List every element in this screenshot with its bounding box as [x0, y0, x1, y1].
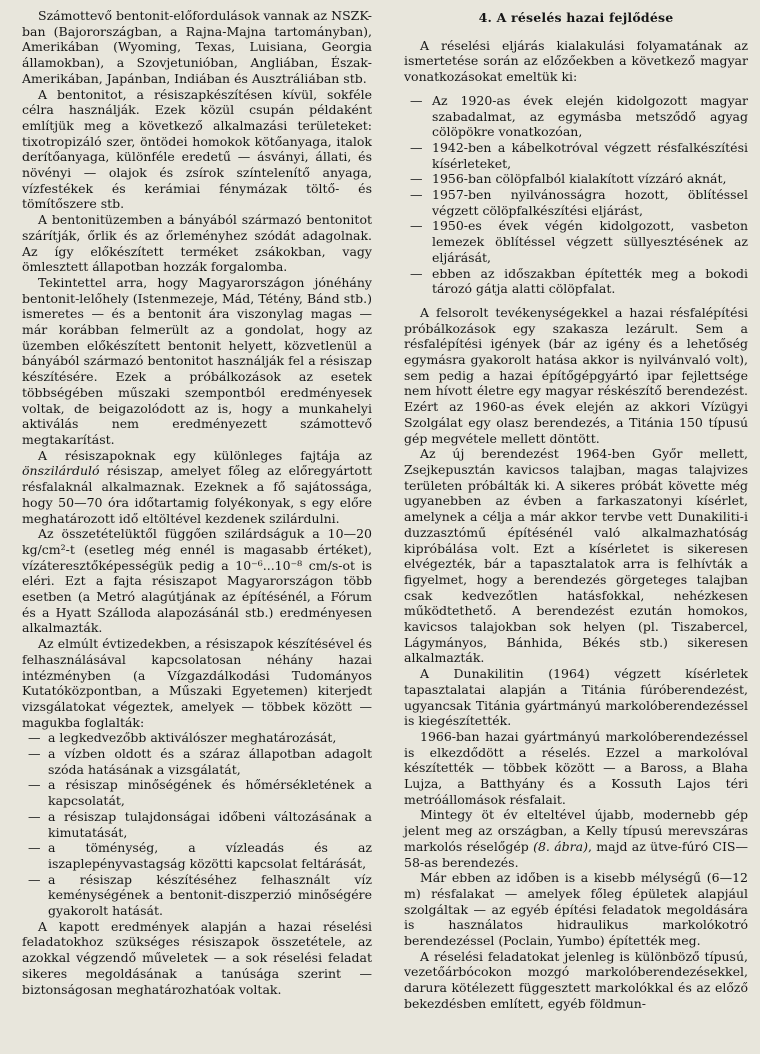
figure-reference: (8. ábra) [533, 838, 588, 854]
list-item: — Az 1920-as évek elején kidolgozott magyar szabadalmat, az egymásba metsződő agyag cölöpökre vonatkozóan, [404, 93, 748, 140]
list-item: — 1950-es évek végén kidolgozott, vasbeton lemezek öblítéssel végzett süllyesztésének az eljárását, [404, 218, 748, 265]
text-span: Mintegy öt év elteltével újabb, modernebb gép jelent meg az országban, a Kelly típusú merevszáras markolós réselőgép [404, 807, 748, 854]
list-item: — a töménység, a vízleadás és az iszaplepényvastagság közötti kapcsolat feltárását, [22, 840, 372, 871]
paragraph: Az új berendezést 1964-ben Győr mellett, Zsejkepusztán kavicsos talajban, magas talajvizes területen próbálták ki. A sikeres próbát követte még ugyanebben az évben a farkaszatonyi kísérlet, amelynek a célja a már akkor tervbe vett Dunakiliti-i duzzasztómű építésénél való alkalmazhatóság kipróbálása volt. Ezt a kísérletet is sikeresen elvégezték, bár a tapasztalatok arra is felhívták a figyelmet, hogy a berendezés görgeteges talajban csak kedvezőtlen hatásfokkal, nehézkesen működtethető. A berendezést ezután homokos, kavicsos talajokban sok helyen (pl. Tiszabercel, Lágymányos, Bánhida, Békés stb.) sikeresen alkalmazták. [404, 446, 748, 666]
paragraph: A kapott eredmények alapján a hazai réselési feladatokhoz szükséges résiszapok összetétele, az azokkal végzendő műveletek — a sok réselési feladat sikeres megoldásának a tanúsága szerint — biztonságosan meghatározhatóak voltak. [22, 918, 372, 997]
paragraph: A felsorolt tevékenységekkel a hazai résfalépítési próbálkozások egy szakasza lezárult. Sem a résfalépítési igények (bár az igény és a lehetőség egymásra gyakorolt hatása akkor is nyilvánvaló volt), sem pedig a hazai építőgépgyártó ipar fejlettsége nem hívott életre egy magyar réskészítő berendezést. Ezért az 1960-as évek elején az akkori Vízügyi Szolgálat egy olasz berendezés, a Titánia 150 típusú gép megvétele mellett döntött. [404, 304, 748, 446]
paragraph: Számottevő bentonit-előfordulások vannak az NSZK-ban (Bajorországban, a Rajna-Majna tartományban), Amerikában (Wyoming, Texas, Luisiana, Georgia államokban), a Szovjetunióban, Angliában, Észak-Amerikában, Japánban, Indiában és Ausztráliában stb. [22, 8, 372, 86]
text-span: A résiszapoknak egy különleges fajtája az [38, 447, 372, 463]
text-span: , majd az ütve-fúró CIS—58-as berendezés. [404, 838, 748, 870]
list-item: — 1956-ban cölöpfalból kialakított vízzáró aknát, [404, 171, 748, 187]
paragraph [22, 448, 372, 527]
paragraph: A Dunakilitin (1964) végzett kísérletek tapasztalatai alapján a Titánia fúróberendezést, ugyancsak Titánia gyártmányú markolóberendezéssel is kiegészítették. [404, 666, 748, 729]
emphasis-term: önszilárduló [22, 463, 100, 479]
paragraph: Már ebben az időben is a kisebb mélységű (6—12 m) résfalakat — amelyek főleg épületek alapjául szolgáltak — az egyéb építési feladatok megoldására is használatos hidraulikus markolókotró berendezéssel (Poclain, Yumbo) építették meg. [404, 870, 748, 949]
list-item: — 1957-ben nyilvánosságra hozott, öblítéssel végzett cölöpfalkészítési eljárást, [404, 187, 748, 218]
list-item: — 1942-ben a kábelkotróval végzett résfalkészítési kísérleteket, [404, 140, 748, 171]
list-item: — a vízben oldott és a száraz állapotban adagolt szóda hatásának a vizsgálatát, [22, 746, 372, 777]
list-item: — a résiszap készítéséhez felhasznált víz keménységének a bentonit-diszperzió minőségére gyakorolt hatását. [22, 872, 372, 919]
paragraph: A bentonitüzemben a bányából származó bentonitot szárítják, őrlik és az őrleményhez szódát adagolnak. Az így előkészített terméket zsákokban, vagy ömlesztett állapotban hozzák forgalomba. [22, 212, 372, 275]
paragraph: Az elmúlt évtizedekben, a résiszapok készítésével és felhasználásával kapcsolatosan néhány hazai intézményben (a Vízgazdálkodási Tudományos Kutatóközpontban, a Műszaki Egyetemen) kiterjedt vizsgálatokat végeztek, amelyek — többek között — magukba foglalták: [22, 636, 372, 730]
spacer [404, 297, 748, 305]
left-column [22, 8, 372, 1054]
right-column [404, 10, 748, 1054]
paragraph [404, 807, 748, 870]
paragraph: 1966-ban hazai gyártmányú markolóberendezéssel is elkezdődött a réselés. Ezzel a markolóval készítették — többek között — a Baross, a Blaha Lujza, a Batthyány és a Kossuth Lajos téri metróállomások résfalait. [404, 728, 748, 807]
paragraph: A bentonitot, a résiszapkészítésen kívül, sokféle célra használják. Ezek közül csupán példaként említjük meg a következő alkalmazási területeket: tixotropizáló szer, öntödei homokok kötőanyaga, italok derítőanyaga, különféle eredetű — ásványi, állati, és növényi — olajok és zsírok színtelenítő anyaga, vízfestékek és kerámiai fénymázak töltő- és tömítőszere stb. [22, 86, 372, 212]
list-item: — ebben az időszakban építették meg a bokodi tározó gátja alatti cölöpfalat. [404, 266, 748, 297]
list-item: — a legkedvezőbb aktiválószer meghatározását, [22, 730, 372, 746]
paragraph: A réselési eljárás kialakulási folyamatának az ismertetése során az előzőekben a következő magyar vonatkozásokat emeltük ki: [404, 37, 748, 85]
paragraph: A réselési feladatokat jelenleg is különböző típusú, vezetőárbócokon mozgó markolóberendezésekkel, darura kötélezett függesztett markolókkal és az előző bekezdésben említett, egyéb földmun- [404, 948, 748, 1011]
history-list [404, 93, 748, 297]
list-item: — a résiszap minőségének és hőmérsékletének a kapcsolatát, [22, 777, 372, 808]
investigation-list [22, 730, 372, 918]
section-heading: 4. A réselés hazai fejlődése [478, 10, 674, 25]
text-span: résiszap, amelyet főleg az előregyártott résfalaknál alkalmaznak. Ezeknek a fő sajátossága, hogy 50—70 óra időtartamig folyékonyak, s egy előre meghatározott idő eltöltével kezdenek szilárdulni. [22, 463, 372, 526]
list-item: — a résiszap tulajdonságai időbeni változásának a kimutatását, [22, 809, 372, 840]
paragraph: Tekintettel arra, hogy Magyarországon jónéhány bentonit-lelőhely (Istenmezeje, Mád, Tétény, Bánd stb.) ismeretes — és a bentonit ára viszonylag magas — már korábban felmerült az a gondolat, hogy az üzemben előkészített bentonit helyett, közvetlenül a bányából származó bentonitot használják fel a résiszap készítésére. Ezek a próbálkozások az esetek többségében műszaki szempontból eredményesek voltak, de beigazolódott az is, hogy a munkahelyi aktiválás nem eredményezett számottevő megtakarítást. [22, 274, 372, 447]
spacer [404, 85, 748, 93]
paragraph: Az összetételüktől függően szilárdságuk a 10—20 kg/cm²-t (esetleg még ennél is magasabb értéket), vízáteresztőképességük pedig a 10⁻⁶...10⁻⁸ cm/s-ot is eléri. Ezt a fajta résiszapot Magyarországon több esetben (a Metró alagútjának az építésénél, a Fórum és a Hyatt Szálloda alapozásánál stb.) eredményesen alkalmazták. [22, 526, 372, 636]
